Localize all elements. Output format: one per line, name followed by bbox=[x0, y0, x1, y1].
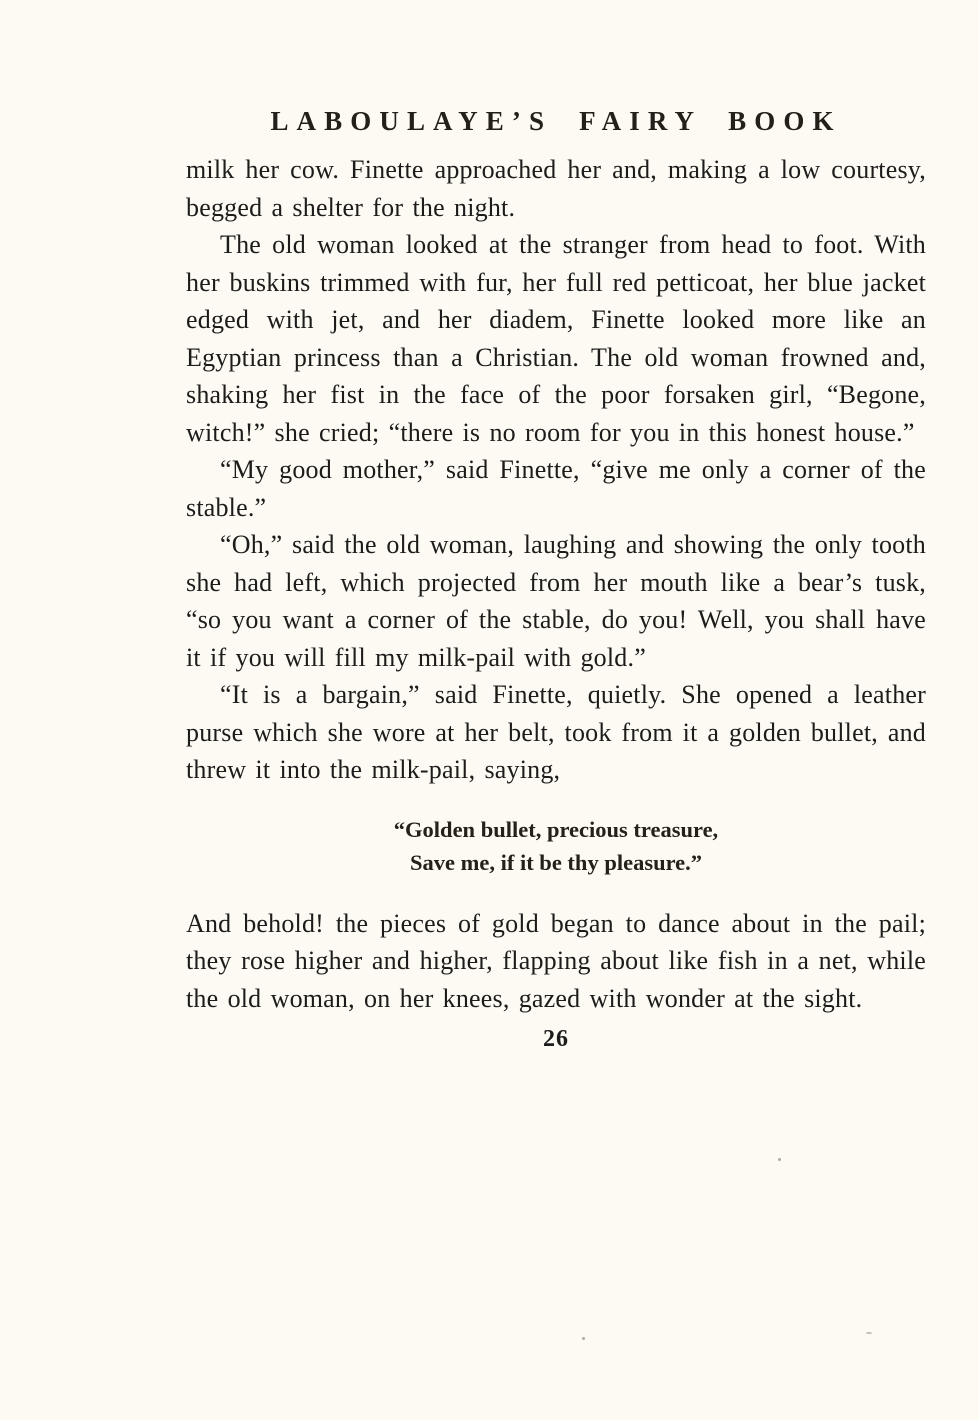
scan-speck bbox=[866, 1332, 872, 1334]
scan-speck bbox=[778, 1158, 781, 1161]
verse-line: Save me, if it be thy pleasure.” bbox=[409, 849, 703, 875]
paragraph: And behold! the pieces of gold began to dance about in the pail; they rose higher and higher, flapping about like fish in a net, while the old woman, on her knees, gazed with wonder at the sight. bbox=[186, 908, 926, 1013]
paragraph: The old woman looked at the stranger from head to foot. With her buskins trimmed with fur, her full red petticoat, her blue jacket edged with jet, and her diadem, Finette looked more like an Egyptian princess than a Christian. The old woman frowned and, shaking her fist in the face of the poor forsaken girl, “Begone, witch!” she cried; “there is no room for you in this honest house.” bbox=[186, 230, 926, 447]
text-block bbox=[186, 106, 926, 1053]
verse-couplet bbox=[186, 813, 926, 879]
paragraph: “My good mother,” said Finette, “give me only a corner of the stable.” bbox=[186, 455, 926, 522]
paragraph: “Oh,” said the old woman, laughing and showing the only tooth she had left, which projected from her mouth like a bear’s tusk, “so you want a corner of the stable, do you! Well, you shall have it if you will fill my milk-pail with gold.” bbox=[186, 530, 926, 672]
scan-speck bbox=[582, 1337, 585, 1340]
page-number: 26 bbox=[543, 1026, 569, 1052]
paragraph-continuation: milk her cow. Finette approached her and, making a low courtesy, begged a shelter for the night. bbox=[186, 155, 926, 222]
verse-line: “Golden bullet, precious treasure, bbox=[393, 816, 719, 842]
running-head-title: LABOULAYE’S FAIRY BOOK bbox=[270, 106, 842, 136]
paragraph: “It is a bargain,” said Finette, quietly. She opened a leather purse which she wore at her belt, took from it a golden bullet, and threw it into the milk-pail, saying, bbox=[186, 680, 926, 784]
body-text bbox=[186, 151, 926, 1017]
